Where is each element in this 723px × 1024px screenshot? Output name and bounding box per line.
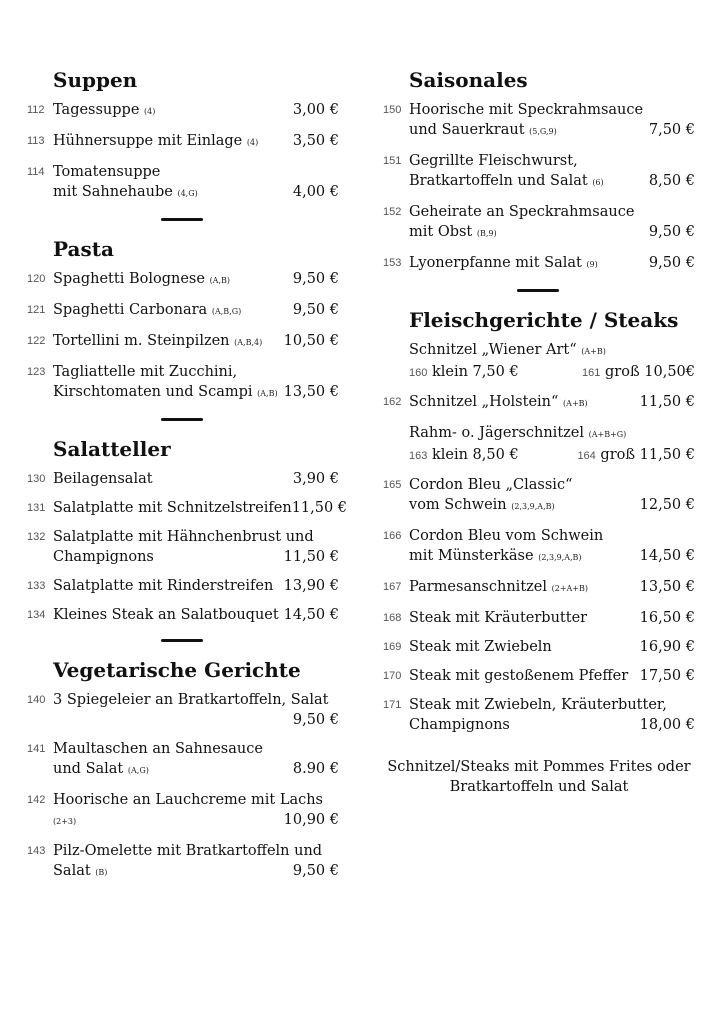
item-number: 166	[383, 530, 402, 542]
item-number: 121	[27, 304, 46, 316]
allergen-note: (A,G)	[127, 766, 149, 775]
menu-item	[27, 739, 339, 781]
menu-item	[383, 666, 695, 686]
section-title-suppen: Suppen	[53, 68, 138, 92]
item-price: 9,50 €	[292, 863, 339, 879]
section-salatteller	[27, 469, 348, 625]
item-price: 18,00 €	[639, 717, 695, 733]
section-suppen	[27, 100, 339, 204]
menu-item	[383, 695, 695, 735]
item-text: Pilz-Omelette mit Bratkartoffeln und	[53, 843, 323, 859]
item-text: Hoorische mit Speckrahmsauce	[409, 102, 644, 118]
allergen-note: (2+A+B)	[551, 584, 589, 593]
allergen-note: (A,B)	[257, 389, 278, 398]
item-price: 14,50 €	[283, 607, 339, 623]
item-number: 171	[383, 699, 402, 711]
menu-item	[27, 498, 348, 518]
item-text: Hühnersuppe mit Einlage	[53, 133, 243, 149]
item-text: mit Sahnehaube	[53, 184, 173, 200]
item-number: 120	[27, 273, 46, 285]
item-price: 16,50 €	[639, 610, 695, 626]
allergen-note: (A+B+G)	[588, 430, 627, 439]
item-number: 165	[383, 479, 402, 491]
item-price: 7,50 €	[648, 122, 695, 138]
item-number: 123	[27, 366, 46, 378]
item-text: Hoorische an Lauchcreme mit Lachs	[53, 792, 323, 808]
item-text: Schnitzel „Holstein“	[409, 394, 559, 410]
item-text: vom Schwein	[409, 497, 507, 513]
item-price: 9,50 €	[292, 712, 339, 728]
item-number: 164	[577, 450, 596, 462]
item-text: Tagliattelle mit Zucchini,	[53, 364, 238, 380]
item-text: Gegrillte Fleischwurst,	[409, 153, 578, 169]
item-number: 132	[27, 531, 46, 543]
item-text: Kirschtomaten und Scampi	[53, 384, 253, 400]
item-price: 3,50 €	[292, 133, 339, 149]
menu-item	[27, 527, 339, 567]
allergen-note: (A,B)	[209, 276, 231, 285]
section-title-saisonales: Saisonales	[409, 68, 528, 92]
allergen-note: (A,B,G)	[211, 307, 242, 316]
menu-item	[27, 469, 339, 489]
section-pasta	[27, 269, 339, 404]
menu-item	[383, 608, 695, 628]
item-number: 161	[582, 367, 601, 379]
item-text: Salatplatte mit Schnitzelstreifen	[53, 500, 292, 516]
allergen-note: (A+B)	[581, 347, 606, 356]
item-text: Spaghetti Carbonara	[53, 302, 208, 318]
allergen-note: (2+3)	[53, 817, 77, 826]
item-price: 8.90 €	[292, 761, 339, 777]
menu-item	[27, 100, 339, 122]
menu-item	[383, 151, 695, 193]
item-price: 13,90 €	[283, 578, 339, 594]
menu-item-holstein	[383, 392, 695, 414]
divider	[161, 218, 203, 221]
item-price: 9,50 €	[648, 224, 695, 240]
menu-item	[27, 300, 339, 322]
allergen-note: (6)	[592, 178, 604, 187]
section-title-fleischgerichte: Fleischgerichte / Steaks	[409, 308, 679, 332]
allergen-note: (B)	[95, 868, 108, 877]
item-text: Schnitzel „Wiener Art“	[409, 342, 577, 358]
section-vegetarisch	[27, 690, 339, 883]
item-text: Steak mit Zwiebeln, Kräuterbutter,	[409, 697, 667, 713]
menu-item-rahm-jaegerschnitzel	[383, 423, 695, 466]
menu-item	[383, 253, 695, 275]
item-text: Steak mit Zwiebeln	[409, 639, 552, 655]
item-number: 133	[27, 580, 46, 592]
item-text: Salatplatte mit Hähnchenbrust und	[53, 529, 314, 545]
item-text: und Salat	[53, 761, 124, 777]
item-price: 16,90 €	[639, 639, 695, 655]
footnote: Schnitzel/Steaks mit Pommes Frites oder Bratkartoffeln und Salat	[387, 759, 691, 795]
item-number: 162	[383, 396, 402, 408]
price-small: klein 8,50 €	[431, 447, 519, 463]
item-number: 112	[27, 104, 45, 116]
item-text: Maultaschen an Sahnesauce	[53, 741, 263, 757]
section-title-pasta: Pasta	[53, 237, 114, 261]
item-text: Rahm- o. Jägerschnitzel	[409, 425, 584, 441]
item-text: Tortellini m. Steinpilzen	[53, 333, 230, 349]
section-fleischgerichte	[383, 475, 695, 735]
section-saisonales	[383, 100, 695, 275]
allergen-note: (4,G)	[177, 189, 198, 198]
item-text: mit Münsterkäse	[409, 548, 534, 564]
allergen-note: (4)	[144, 107, 156, 116]
item-text: Cordon Bleu vom Schwein	[409, 528, 604, 544]
item-text: Geheirate an Speckrahmsauce	[409, 204, 635, 220]
item-number: 167	[383, 581, 402, 593]
menu-item	[27, 576, 339, 596]
right-column	[383, 66, 695, 797]
item-text: Bratkartoffeln und Salat	[409, 173, 588, 189]
item-text: Salatplatte mit Rinderstreifen	[53, 578, 274, 594]
menu-item	[383, 475, 695, 517]
allergen-note: (9)	[586, 260, 598, 269]
item-number: 113	[27, 135, 45, 147]
menu-item	[383, 100, 695, 142]
item-number: 150	[383, 104, 402, 116]
menu-item	[27, 841, 339, 883]
item-text: Lyonerpfanne mit Salat	[409, 255, 582, 271]
item-price: 9,50 €	[648, 255, 695, 271]
item-text: und Sauerkraut	[409, 122, 525, 138]
item-text: Tomatensuppe	[53, 164, 161, 180]
item-number: 153	[383, 257, 402, 269]
item-text: Steak mit gestoßenem Pfeffer	[409, 668, 629, 684]
allergen-note: (2,3,9,A,B)	[538, 553, 582, 562]
menu-item	[383, 526, 695, 568]
item-price: 9,50 €	[292, 302, 339, 318]
item-price: 10,50 €	[283, 333, 339, 349]
allergen-note: (2,3,9,A,B)	[511, 502, 555, 511]
menu-item	[27, 605, 339, 625]
item-text: Champignons	[409, 717, 510, 733]
item-text: Parmesanschnitzel	[409, 579, 547, 595]
price-small: klein 7,50 €	[431, 364, 519, 380]
item-price: 3,90 €	[292, 471, 339, 487]
allergen-note: (A,B,4)	[234, 338, 263, 347]
item-price: 11,50 €	[283, 549, 339, 565]
menu-item	[27, 131, 339, 153]
menu-item	[383, 637, 695, 657]
item-text: Kleines Steak an Salatbouquet	[53, 607, 279, 623]
divider	[517, 289, 559, 292]
item-text: Cordon Bleu „Classic“	[409, 477, 573, 493]
allergen-note: (A+B)	[563, 399, 588, 408]
item-number: 142	[27, 794, 46, 806]
item-text: Salat	[53, 863, 91, 879]
item-price: 14,50 €	[639, 548, 695, 564]
item-price: 12,50 €	[639, 497, 695, 513]
item-number: 140	[27, 694, 46, 706]
item-number: 131	[27, 502, 46, 514]
divider	[161, 639, 203, 642]
menu-item	[27, 690, 339, 730]
item-number: 163	[409, 450, 428, 462]
menu-item-wiener-schnitzel	[383, 340, 695, 383]
item-price: 10,90 €	[283, 812, 339, 828]
menu-item	[383, 577, 695, 599]
item-text: Beilagensalat	[53, 471, 153, 487]
item-number: 114	[27, 166, 45, 178]
menu-item	[27, 790, 339, 832]
item-number: 143	[27, 845, 46, 857]
item-price: 3,00 €	[292, 102, 339, 118]
item-text: 3 Spiegeleier an Bratkartoffeln, Salat	[53, 692, 329, 708]
item-price: 11,50 €	[291, 500, 348, 516]
item-number: 170	[383, 670, 402, 682]
item-price: 13,50 €	[283, 384, 339, 400]
item-number: 152	[383, 206, 402, 218]
item-number: 141	[27, 743, 46, 755]
allergen-note: (B,9)	[476, 229, 497, 238]
item-price: 9,50 €	[292, 271, 339, 287]
item-number: 130	[27, 473, 46, 485]
item-number: 151	[383, 155, 402, 167]
menu-item	[27, 162, 339, 204]
item-number: 160	[409, 367, 428, 379]
item-price: 8,50 €	[648, 173, 695, 189]
item-text: Steak mit Kräuterbutter	[409, 610, 588, 626]
menu-item	[27, 269, 339, 291]
menu-item	[383, 202, 695, 244]
item-text: Champignons	[53, 549, 154, 565]
item-number: 168	[383, 612, 402, 624]
left-column	[27, 66, 348, 892]
section-title-salatteller: Salatteller	[53, 437, 171, 461]
menu-item	[27, 362, 339, 404]
price-large: groß 11,50 €	[600, 447, 695, 463]
item-text: Spaghetti Bolognese	[53, 271, 205, 287]
price-large: groß 10,50€	[605, 364, 695, 380]
item-number: 134	[27, 609, 46, 621]
item-number: 169	[383, 641, 402, 653]
section-title-vegetarisch: Vegetarische Gerichte	[53, 658, 301, 682]
allergen-note: (4)	[246, 138, 259, 147]
item-text: Tagessuppe	[53, 102, 140, 118]
item-number: 122	[27, 335, 46, 347]
item-price: 11,50 €	[639, 394, 695, 410]
divider	[161, 418, 203, 421]
item-price: 17,50 €	[639, 668, 695, 684]
item-text: mit Obst	[409, 224, 473, 240]
item-price: 13,50 €	[639, 579, 695, 595]
menu-item	[27, 331, 339, 353]
item-price: 4,00 €	[292, 184, 339, 200]
allergen-note: (5,G,9)	[529, 127, 557, 136]
